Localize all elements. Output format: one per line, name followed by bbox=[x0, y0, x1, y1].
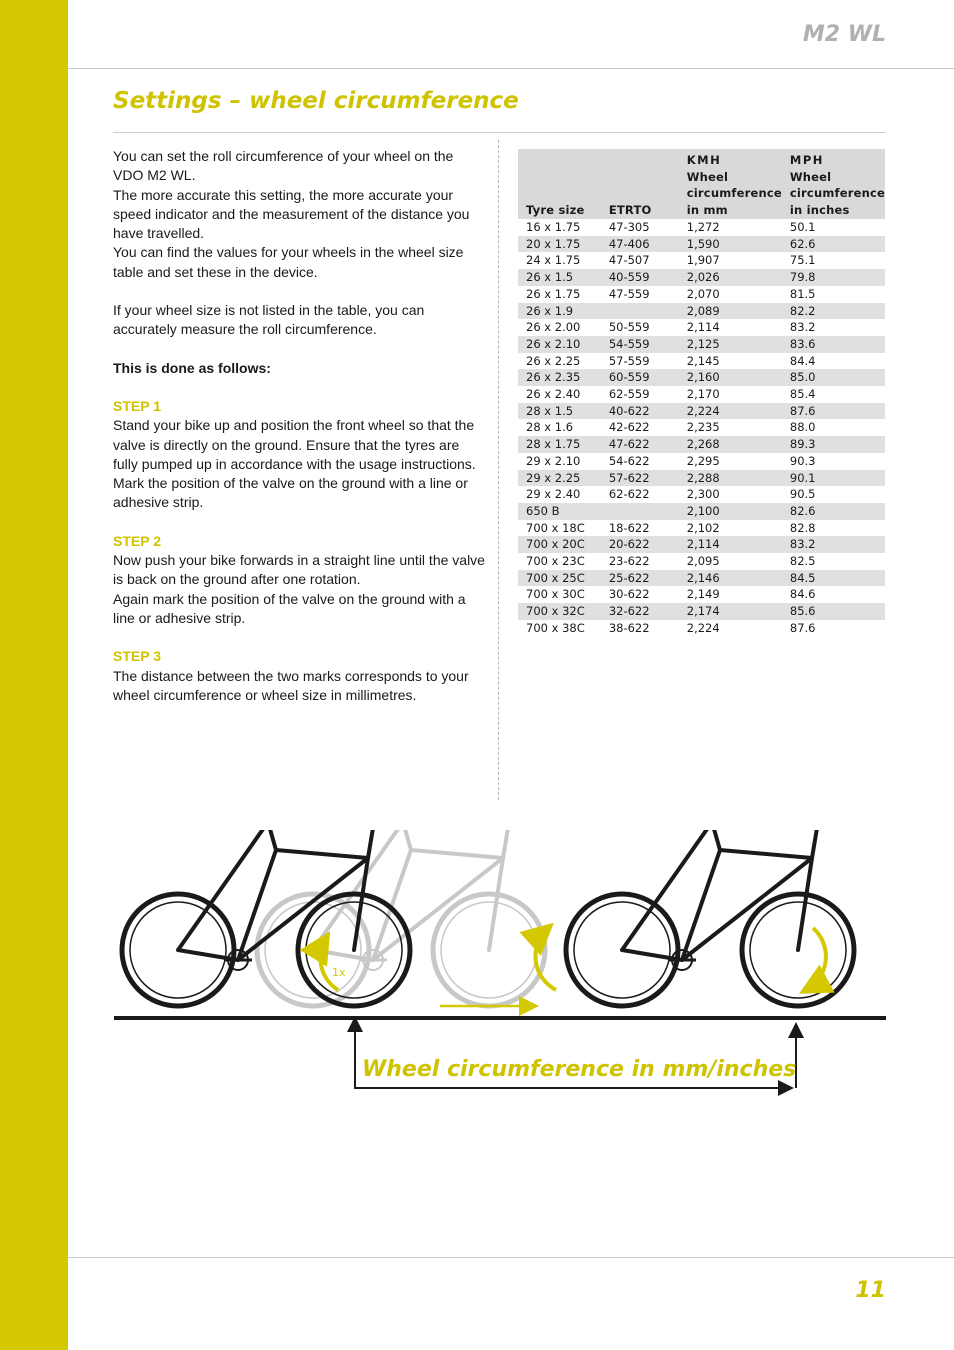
cell-circumference-in: 85.6 bbox=[782, 603, 885, 620]
cell-tyre-size: 700 x 25C bbox=[518, 570, 601, 587]
cell-tyre-size: 700 x 32C bbox=[518, 603, 601, 620]
table-row bbox=[518, 570, 885, 587]
cell-etrto: 54-622 bbox=[601, 453, 679, 470]
cell-etrto: 47-305 bbox=[601, 219, 679, 236]
table-row bbox=[518, 269, 885, 286]
cell-circumference-mm: 2,295 bbox=[679, 453, 782, 470]
cell-circumference-in: 90.1 bbox=[782, 470, 885, 487]
cell-circumference-mm: 2,224 bbox=[679, 403, 782, 420]
cell-tyre-size: 20 x 1.75 bbox=[518, 236, 601, 253]
table-row bbox=[518, 236, 885, 253]
cell-etrto: 18-622 bbox=[601, 520, 679, 537]
bike-end bbox=[566, 830, 854, 1006]
cell-circumference-in: 83.2 bbox=[782, 536, 885, 553]
table-row bbox=[518, 436, 885, 453]
cell-etrto: 57-622 bbox=[601, 470, 679, 487]
cell-circumference-in: 75.1 bbox=[782, 252, 885, 269]
cell-circumference-in: 90.5 bbox=[782, 486, 885, 503]
table-row bbox=[518, 403, 885, 420]
table-row bbox=[518, 319, 885, 336]
cell-circumference-mm: 2,170 bbox=[679, 386, 782, 403]
table-row bbox=[518, 486, 885, 503]
step-2-label: STEP 2 bbox=[113, 532, 161, 549]
rotation-arrow-3 bbox=[806, 928, 826, 990]
table-row bbox=[518, 620, 885, 637]
cell-circumference-in: 82.8 bbox=[782, 520, 885, 537]
cell-circumference-mm: 2,145 bbox=[679, 353, 782, 370]
cell-etrto: 40-622 bbox=[601, 403, 679, 420]
title-rule bbox=[113, 132, 886, 133]
cell-circumference-in: 83.6 bbox=[782, 336, 885, 353]
cell-circumference-in: 89.3 bbox=[782, 436, 885, 453]
cell-etrto: 40-559 bbox=[601, 269, 679, 286]
header-etrto: ETRTO bbox=[601, 149, 679, 219]
measurement-caption: Wheel circumference in mm/inches bbox=[362, 1057, 797, 1082]
cell-etrto: 38-622 bbox=[601, 620, 679, 637]
cell-circumference-mm: 1,590 bbox=[679, 236, 782, 253]
step-3-label: STEP 3 bbox=[113, 648, 161, 665]
cell-circumference-in: 84.5 bbox=[782, 570, 885, 587]
cell-etrto bbox=[601, 303, 679, 320]
instructions-column bbox=[113, 147, 488, 705]
cell-tyre-size: 24 x 1.75 bbox=[518, 252, 601, 269]
intro-not-listed: If your wheel size is not listed in the table, you can accurately measure the roll circumference. bbox=[113, 302, 425, 338]
header-tyre-size: Tyre size bbox=[518, 149, 601, 219]
intro-line-1: You can set the roll circumference of your wheel on the bbox=[113, 148, 454, 164]
table-row bbox=[518, 553, 885, 570]
rotation-arrow-1 bbox=[320, 938, 338, 990]
cell-circumference-mm: 2,300 bbox=[679, 486, 782, 503]
page-title: Settings – wheel circumference bbox=[113, 88, 519, 114]
cell-circumference-mm: 2,160 bbox=[679, 369, 782, 386]
table-row bbox=[518, 286, 885, 303]
page-number: 11 bbox=[855, 1278, 886, 1303]
table-row bbox=[518, 603, 885, 620]
cell-circumference-mm: 2,235 bbox=[679, 419, 782, 436]
cell-etrto: 25-622 bbox=[601, 570, 679, 587]
cell-etrto bbox=[601, 503, 679, 520]
cell-circumference-in: 85.4 bbox=[782, 386, 885, 403]
table-row bbox=[518, 353, 885, 370]
cell-tyre-size: 29 x 2.10 bbox=[518, 453, 601, 470]
cell-tyre-size: 26 x 2.10 bbox=[518, 336, 601, 353]
header-rule bbox=[68, 68, 954, 69]
cell-tyre-size: 26 x 2.25 bbox=[518, 353, 601, 370]
cell-circumference-in: 90.3 bbox=[782, 453, 885, 470]
table-row bbox=[518, 453, 885, 470]
intro-accuracy: The more accurate this setting, the more accurate your speed indicator and the measurement of the distance you have travelled. bbox=[113, 186, 470, 242]
cell-circumference-mm: 2,268 bbox=[679, 436, 782, 453]
cell-circumference-mm: 2,095 bbox=[679, 553, 782, 570]
table-row bbox=[518, 586, 885, 603]
cell-tyre-size: 26 x 1.5 bbox=[518, 269, 601, 286]
cell-etrto: 50-559 bbox=[601, 319, 679, 336]
cell-circumference-in: 83.2 bbox=[782, 319, 885, 336]
cell-circumference-mm: 2,102 bbox=[679, 520, 782, 537]
cell-circumference-mm: 2,089 bbox=[679, 303, 782, 320]
step-1-label: STEP 1 bbox=[113, 397, 161, 414]
cell-tyre-size: 26 x 1.75 bbox=[518, 286, 601, 303]
cell-etrto: 42-622 bbox=[601, 419, 679, 436]
table-row bbox=[518, 219, 885, 236]
table-row bbox=[518, 252, 885, 269]
cell-etrto: 23-622 bbox=[601, 553, 679, 570]
cell-circumference-mm: 2,100 bbox=[679, 503, 782, 520]
cell-circumference-mm: 2,114 bbox=[679, 536, 782, 553]
cell-tyre-size: 26 x 1.9 bbox=[518, 303, 601, 320]
cell-circumference-in: 79.8 bbox=[782, 269, 885, 286]
ground-line bbox=[114, 1016, 886, 1020]
table-row bbox=[518, 520, 885, 537]
table-row bbox=[518, 536, 885, 553]
cell-circumference-mm: 1,907 bbox=[679, 252, 782, 269]
table-row bbox=[518, 419, 885, 436]
cell-tyre-size: 700 x 23C bbox=[518, 553, 601, 570]
table-row bbox=[518, 503, 885, 520]
cell-tyre-size: 26 x 2.35 bbox=[518, 369, 601, 386]
cell-circumference-mm: 2,070 bbox=[679, 286, 782, 303]
cell-circumference-in: 88.0 bbox=[782, 419, 885, 436]
cell-etrto: 32-622 bbox=[601, 603, 679, 620]
cell-etrto: 57-559 bbox=[601, 353, 679, 370]
cell-etrto: 62-559 bbox=[601, 386, 679, 403]
step-2-text: Now push your bike forwards in a straight line until the valve is back on the ground after one rotation. bbox=[113, 552, 485, 588]
cell-tyre-size: 26 x 2.00 bbox=[518, 319, 601, 336]
side-color-bar bbox=[0, 0, 68, 1350]
cell-circumference-in: 82.5 bbox=[782, 553, 885, 570]
cell-circumference-in: 82.2 bbox=[782, 303, 885, 320]
step-2-text-2: Again mark the position of the valve on the ground with a line or adhesive strip. bbox=[113, 590, 466, 626]
cell-tyre-size: 16 x 1.75 bbox=[518, 219, 601, 236]
cell-circumference-mm: 2,174 bbox=[679, 603, 782, 620]
step-3-text: The distance between the two marks corresponds to your wheel circumference or wheel size in millimetres. bbox=[113, 667, 469, 703]
cell-circumference-in: 84.6 bbox=[782, 586, 885, 603]
cell-etrto: 47-622 bbox=[601, 436, 679, 453]
cell-tyre-size: 29 x 2.40 bbox=[518, 486, 601, 503]
cell-etrto: 60-559 bbox=[601, 369, 679, 386]
cell-etrto: 47-559 bbox=[601, 286, 679, 303]
header-kmh: KMH Wheel circumference in mm bbox=[679, 149, 782, 219]
table-row bbox=[518, 303, 885, 320]
cell-circumference-mm: 2,114 bbox=[679, 319, 782, 336]
table-row bbox=[518, 386, 885, 403]
cell-etrto: 47-406 bbox=[601, 236, 679, 253]
header-mph: MPH Wheel circumference in inches bbox=[782, 149, 885, 219]
table-row bbox=[518, 336, 885, 353]
follows-heading: This is done as follows: bbox=[113, 359, 271, 376]
cell-circumference-mm: 2,288 bbox=[679, 470, 782, 487]
cell-tyre-size: 700 x 20C bbox=[518, 536, 601, 553]
wheel-measurement-illustration bbox=[68, 830, 898, 1100]
cell-circumference-mm: 1,272 bbox=[679, 219, 782, 236]
cell-tyre-size: 28 x 1.5 bbox=[518, 403, 601, 420]
cell-circumference-in: 87.6 bbox=[782, 620, 885, 637]
cell-circumference-in: 87.6 bbox=[782, 403, 885, 420]
cell-etrto: 20-622 bbox=[601, 536, 679, 553]
cell-tyre-size: 700 x 18C bbox=[518, 520, 601, 537]
cell-tyre-size: 26 x 2.40 bbox=[518, 386, 601, 403]
cell-circumference-in: 82.6 bbox=[782, 503, 885, 520]
cell-circumference-mm: 2,149 bbox=[679, 586, 782, 603]
cell-circumference-in: 50.1 bbox=[782, 219, 885, 236]
wheel-size-table bbox=[518, 149, 885, 637]
cell-circumference-mm: 2,146 bbox=[679, 570, 782, 587]
cell-tyre-size: 28 x 1.75 bbox=[518, 436, 601, 453]
footer-rule bbox=[68, 1257, 954, 1258]
cell-tyre-size: 650 B bbox=[518, 503, 601, 520]
model-name: M2 WL bbox=[802, 22, 886, 47]
step-1-text: Stand your bike up and position the front wheel so that the valve is directly on the ground. Ensure that the tyres are fully pumped up in accordance with the usage instructions. Mark the position of the valve on the ground with a line or adhesive strip. bbox=[113, 417, 476, 511]
rotation-label: 1x bbox=[332, 966, 346, 979]
table-header-row bbox=[518, 149, 885, 219]
table-row bbox=[518, 369, 885, 386]
cell-etrto: 47-507 bbox=[601, 252, 679, 269]
cell-tyre-size: 28 x 1.6 bbox=[518, 419, 601, 436]
cell-tyre-size: 700 x 30C bbox=[518, 586, 601, 603]
cell-tyre-size: 700 x 38C bbox=[518, 620, 601, 637]
cell-circumference-in: 85.0 bbox=[782, 369, 885, 386]
cell-circumference-mm: 2,125 bbox=[679, 336, 782, 353]
cell-circumference-mm: 2,224 bbox=[679, 620, 782, 637]
table-row bbox=[518, 470, 885, 487]
column-divider bbox=[498, 140, 499, 800]
cell-circumference-in: 84.4 bbox=[782, 353, 885, 370]
intro-line-2: VDO M2 WL. bbox=[113, 167, 196, 184]
cell-circumference-in: 62.6 bbox=[782, 236, 885, 253]
cell-circumference-mm: 2,026 bbox=[679, 269, 782, 286]
intro-table-hint: You can find the values for your wheels in the wheel size table and set these in the device. bbox=[113, 244, 464, 280]
cell-etrto: 62-622 bbox=[601, 486, 679, 503]
cell-etrto: 30-622 bbox=[601, 586, 679, 603]
cell-tyre-size: 29 x 2.25 bbox=[518, 470, 601, 487]
cell-circumference-in: 81.5 bbox=[782, 286, 885, 303]
cell-etrto: 54-559 bbox=[601, 336, 679, 353]
